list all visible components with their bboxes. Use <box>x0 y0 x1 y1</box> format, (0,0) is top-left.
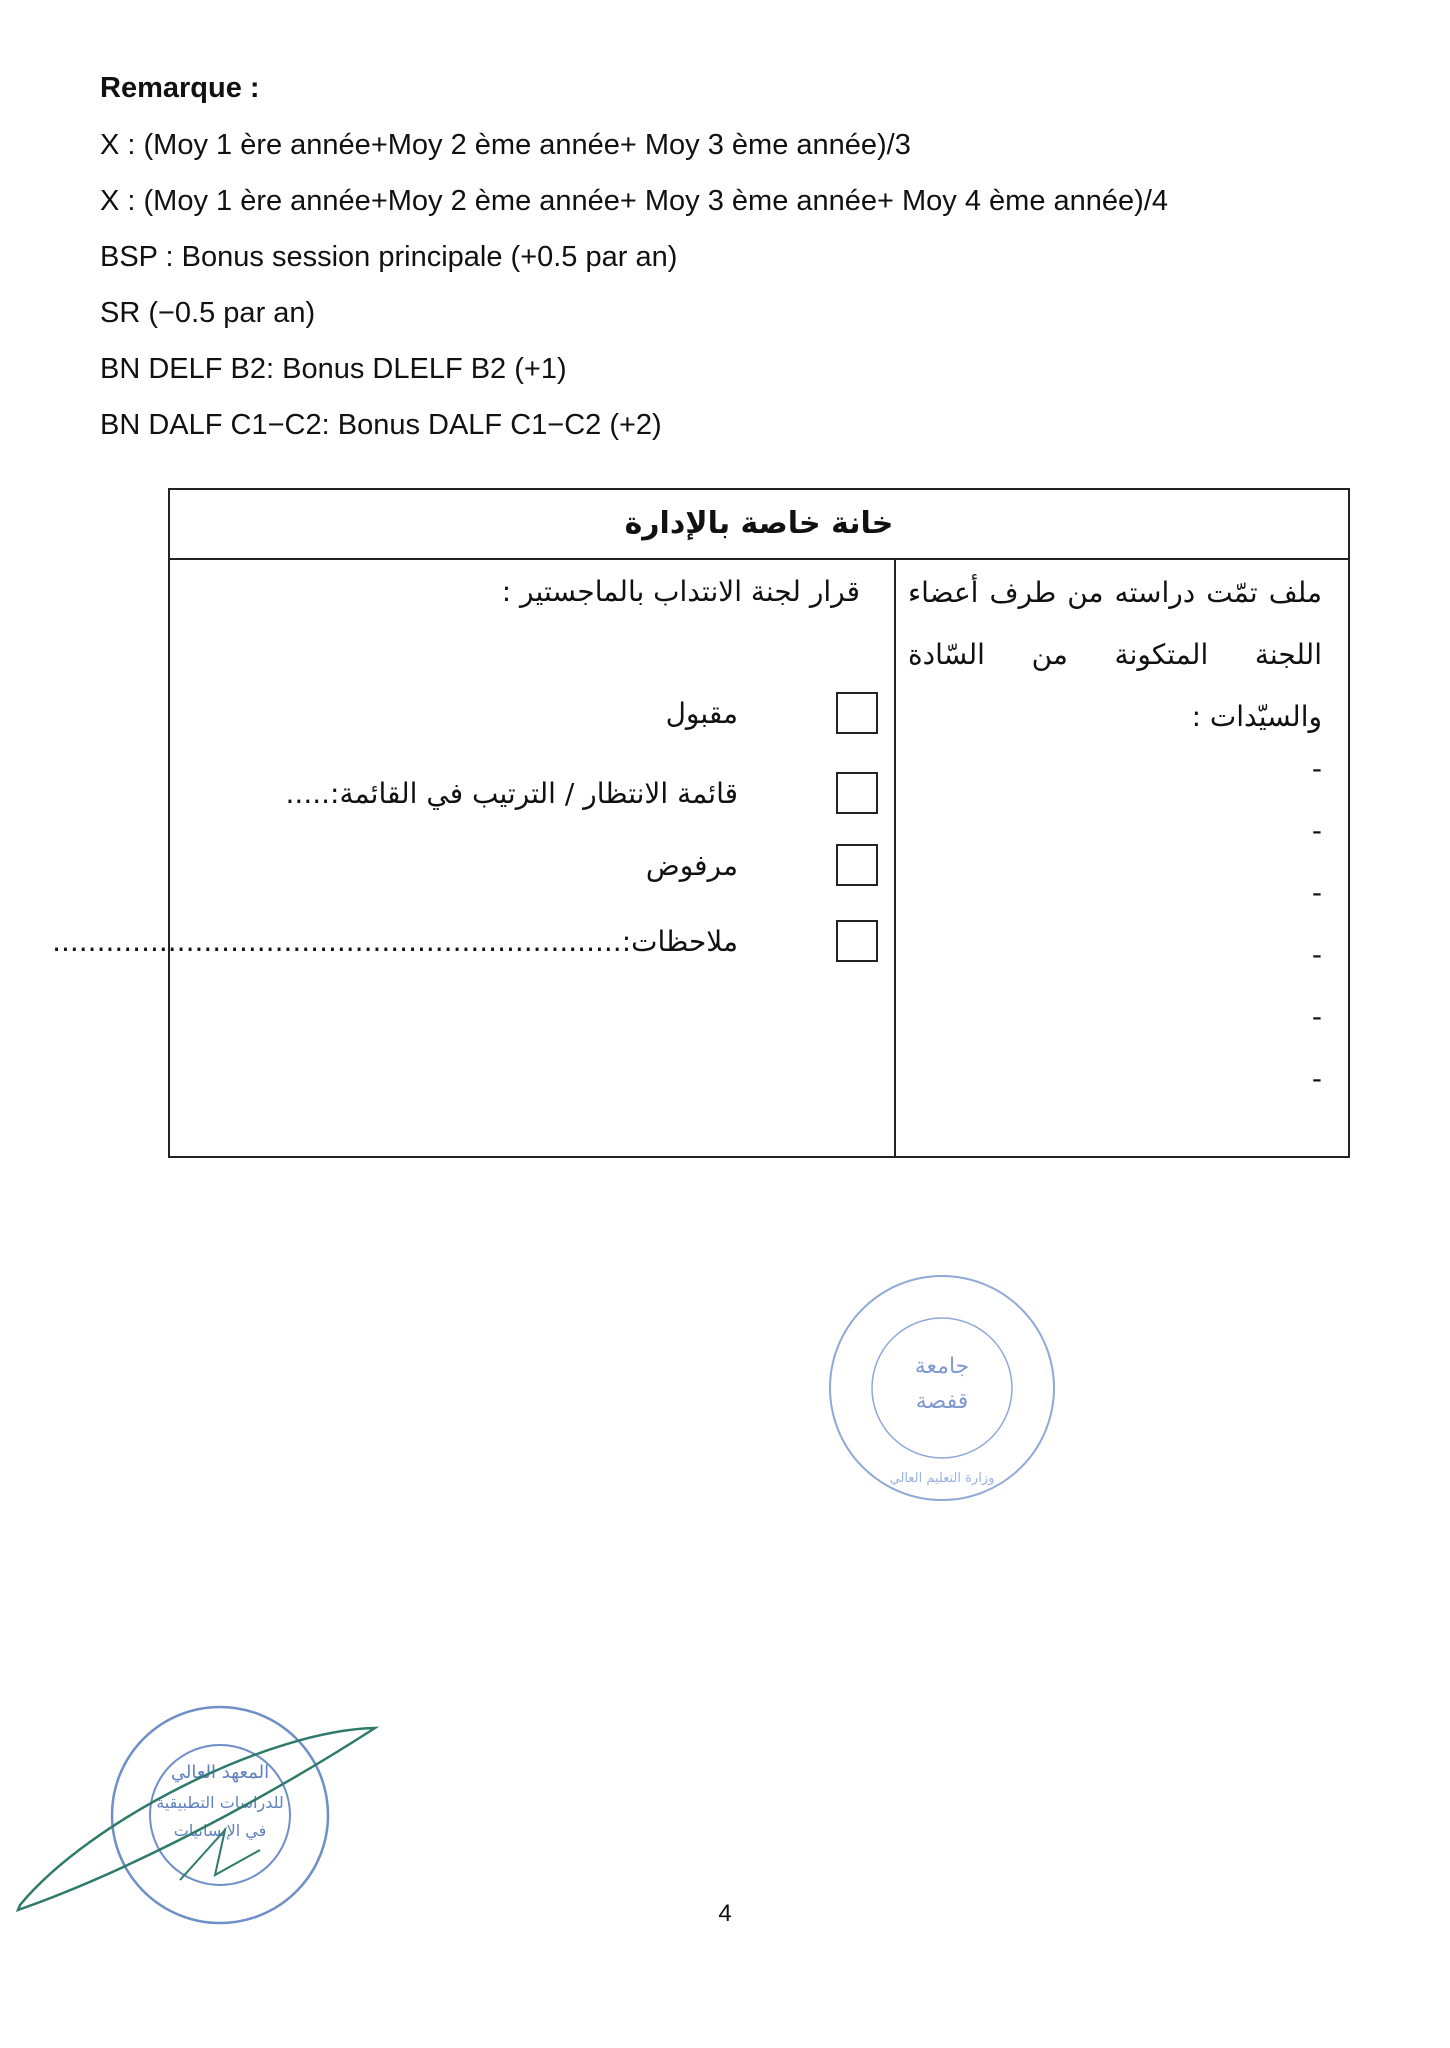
remark-line-average-4: X : (Moy 1 ère année+Moy 2 ème année+ Moy 3 ème année+ Moy 4 ème année)/4 <box>100 185 1169 217</box>
committee-member-slot: - <box>1311 1062 1322 1095</box>
administration-box <box>52 488 1350 1158</box>
university-seal-stamp <box>822 1268 1062 1508</box>
seal-text-line: قفصة <box>915 1389 969 1414</box>
committee-member-slot: - <box>1311 814 1322 847</box>
committee-members-column <box>908 558 1322 1156</box>
column-divider <box>894 558 896 1156</box>
remark-line-sr: SR (−0.5 par an) <box>100 297 316 329</box>
committee-member-slot: - <box>1311 1000 1322 1033</box>
rejected-label: مرفوض <box>645 849 738 882</box>
accepted-label: مقبول <box>665 697 738 730</box>
seal-text-line: وزارة التعليم العالي <box>889 1471 995 1486</box>
remarks-section <box>100 72 1350 453</box>
committee-decision-heading: قرار لجنة الانتداب بالماجستير : <box>501 575 860 608</box>
accepted-checkbox[interactable] <box>836 692 878 734</box>
seal-text-line: المعهد العالي <box>170 1762 270 1783</box>
remarks-label: ملاحظات:................................................................ <box>52 925 738 958</box>
institute-seal-with-signature <box>10 1700 390 1930</box>
seal-text-line: جامعة <box>914 1354 970 1379</box>
remark-line-dalf: BN DALF C1−C2: Bonus DALF C1−C2 (+2) <box>100 409 662 441</box>
waiting-list-checkbox[interactable] <box>836 772 878 814</box>
remark-line-average-3: X : (Moy 1 ère année+Moy 2 ème année+ Moy 3 ème année)/3 <box>100 129 911 161</box>
remarks-checkbox[interactable] <box>836 920 878 962</box>
administration-box-header: خانة خاصة بالإدارة <box>170 490 1348 560</box>
seal-text-line: في الإنسانيات <box>173 1821 267 1840</box>
signature-stroke <box>18 1728 375 1910</box>
waiting-list-label: قائمة الانتظار / الترتيب في القائمة:..... <box>285 777 738 810</box>
committee-member-slot: - <box>1311 752 1322 785</box>
remark-line-bsp: BSP : Bonus session principale (+0.5 par an) <box>100 241 678 273</box>
committee-members-list <box>1312 738 1322 1110</box>
remark-line-delf: BN DELF B2: Bonus DLELF B2 (+1) <box>100 353 567 385</box>
page-number: 4 <box>718 1900 732 1927</box>
administration-box-body <box>52 558 1348 1156</box>
committee-member-slot: - <box>1311 876 1322 909</box>
committee-decision-column <box>52 558 892 1156</box>
committee-member-slot: - <box>1311 938 1322 971</box>
rejected-checkbox[interactable] <box>836 844 878 886</box>
seal-text-line: للدراسات التطبيقية <box>156 1793 284 1812</box>
remarks-title: Remarque : <box>100 72 260 104</box>
committee-members-text: ملف تمّت دراسته من طرف أعضاء اللجنة المتكونة من السّادة والسيّدات : <box>908 576 1322 733</box>
